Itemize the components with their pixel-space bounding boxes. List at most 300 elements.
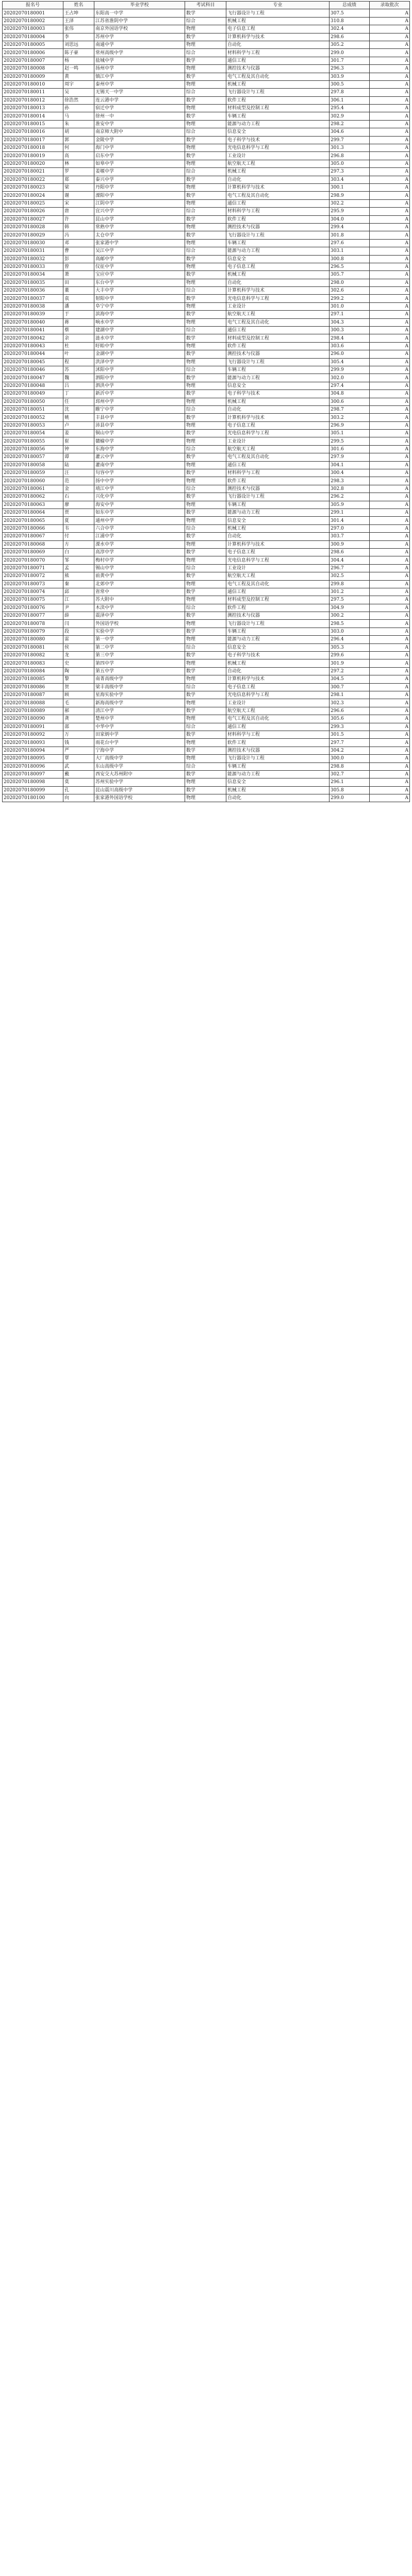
- cell-exam-id: 20202070180097: [3, 770, 63, 778]
- cell-name: 周宇: [63, 80, 94, 88]
- cell-name: 雷: [63, 636, 94, 643]
- cell-exam-id: 20202070180052: [3, 414, 63, 421]
- cell-school: 锡山中学: [94, 564, 185, 572]
- cell-subject: 物理: [185, 105, 226, 112]
- cell-batch: A: [370, 556, 410, 564]
- table-row: [3, 667, 410, 675]
- cell-major: 车辆工程: [226, 628, 329, 635]
- cell-name: 余: [63, 334, 94, 342]
- cell-subject: 数学: [185, 255, 226, 263]
- cell-name: 戴: [63, 770, 94, 778]
- cell-school: 第二中学: [94, 643, 185, 651]
- header-school: 毕业学校: [94, 2, 185, 9]
- cell-major: 光电信息科学与工程: [226, 295, 329, 302]
- cell-major: 电气工程及其自动化: [226, 453, 329, 461]
- table-row: [3, 517, 410, 524]
- cell-major: 电子信息工程: [226, 25, 329, 33]
- cell-name: 汪: [63, 469, 94, 477]
- cell-exam-id: 20202070180029: [3, 231, 63, 239]
- cell-exam-id: 20202070180061: [3, 485, 63, 493]
- cell-major: 材料成型及控制工程: [226, 334, 329, 342]
- cell-batch: A: [370, 342, 410, 350]
- cell-name: 陈子豪: [63, 49, 94, 57]
- cell-school: 射阳中学: [94, 295, 185, 302]
- cell-name: 梁: [63, 183, 94, 191]
- cell-score: 299.4: [329, 223, 370, 231]
- table-row: [3, 120, 410, 128]
- cell-school: 宿迁中学: [94, 105, 185, 112]
- cell-batch: A: [370, 271, 410, 279]
- cell-score: 305.0: [329, 160, 370, 167]
- cell-score: 300.4: [329, 469, 370, 477]
- cell-school: 泰州中学: [94, 80, 185, 88]
- cell-subject: 数学: [185, 350, 226, 358]
- table-row: [3, 485, 410, 493]
- cell-score: 297.7: [329, 739, 370, 747]
- cell-subject: 综合: [185, 17, 226, 25]
- table-row: [3, 33, 410, 41]
- cell-major: 软件工程: [226, 477, 329, 485]
- table-row: [3, 652, 410, 659]
- cell-school: 兴化中学: [94, 493, 185, 501]
- cell-school: 东阳高一中学: [94, 9, 185, 17]
- cell-name: 谭: [63, 453, 94, 461]
- cell-major: 软件工程: [226, 96, 329, 104]
- cell-major: 自动化: [226, 279, 329, 286]
- cell-major: 信息安全: [226, 778, 329, 786]
- cell-name: 夏: [63, 517, 94, 524]
- cell-major: 电气工程及其自动化: [226, 580, 329, 588]
- table-row: [3, 160, 410, 167]
- table-row: [3, 144, 410, 152]
- cell-batch: A: [370, 683, 410, 691]
- cell-school: 邳州中学: [94, 398, 185, 405]
- cell-school: 江浦中学: [94, 533, 185, 540]
- cell-school: 西安交大苏州附中: [94, 770, 185, 778]
- table-row: [3, 604, 410, 612]
- cell-subject: 物理: [185, 739, 226, 747]
- table-row: [3, 105, 410, 112]
- cell-batch: A: [370, 517, 410, 524]
- cell-subject: 物理: [185, 461, 226, 469]
- cell-name: 贺: [63, 683, 94, 691]
- cell-school: 苏州实验中学: [94, 778, 185, 786]
- table-row: [3, 564, 410, 572]
- cell-subject: 物理: [185, 223, 226, 231]
- cell-exam-id: 20202070180088: [3, 699, 63, 707]
- cell-major: 机械工程: [226, 786, 329, 794]
- cell-school: 洪泽中学: [94, 358, 185, 366]
- cell-school: 赣榆中学: [94, 437, 185, 445]
- cell-subject: 数学: [185, 176, 226, 183]
- cell-name: 林: [63, 160, 94, 167]
- cell-batch: A: [370, 739, 410, 747]
- cell-exam-id: 20202070180078: [3, 620, 63, 628]
- cell-batch: A: [370, 183, 410, 191]
- cell-name: 谢: [63, 192, 94, 199]
- cell-score: 297.2: [329, 667, 370, 675]
- cell-subject: 综合: [185, 89, 226, 96]
- cell-subject: 数学: [185, 652, 226, 659]
- cell-exam-id: 20202070180015: [3, 120, 63, 128]
- cell-exam-id: 20202070180053: [3, 421, 63, 429]
- cell-subject: 综合: [185, 643, 226, 651]
- cell-subject: 物理: [185, 421, 226, 429]
- cell-major: 材料科学与工程: [226, 49, 329, 57]
- cell-school: 铜山中学: [94, 430, 185, 437]
- cell-name: 方: [63, 540, 94, 548]
- cell-score: 304.6: [329, 128, 370, 136]
- cell-major: 航空航天工程: [226, 445, 329, 453]
- cell-subject: 物理: [185, 120, 226, 128]
- cell-exam-id: 20202070180009: [3, 73, 63, 80]
- cell-score: 296.3: [329, 65, 370, 73]
- cell-major: 电子信息工程: [226, 683, 329, 691]
- cell-name: 覃: [63, 755, 94, 762]
- cell-name: 钱: [63, 739, 94, 747]
- cell-score: 303.4: [329, 176, 370, 183]
- cell-school: 外国语学校: [94, 620, 185, 628]
- cell-exam-id: 20202070180046: [3, 366, 63, 374]
- cell-exam-id: 20202070180017: [3, 136, 63, 144]
- cell-batch: A: [370, 334, 410, 342]
- cell-batch: A: [370, 477, 410, 485]
- cell-name: 宋: [63, 199, 94, 207]
- cell-batch: A: [370, 41, 410, 48]
- cell-batch: A: [370, 588, 410, 596]
- cell-score: 302.6: [329, 287, 370, 295]
- cell-exam-id: 20202070180062: [3, 493, 63, 501]
- cell-school: 丹阳中学: [94, 183, 185, 191]
- cell-name: 钟: [63, 445, 94, 453]
- cell-name: 贾: [63, 509, 94, 517]
- cell-batch: A: [370, 302, 410, 310]
- cell-school: 清江中学: [94, 707, 185, 715]
- cell-school: 滨海中学: [94, 311, 185, 318]
- cell-batch: A: [370, 144, 410, 152]
- cell-batch: A: [370, 414, 410, 421]
- cell-school: 连云港中学: [94, 96, 185, 104]
- cell-score: 296.6: [329, 707, 370, 715]
- cell-school: 镇江中学: [94, 73, 185, 80]
- cell-score: 298.8: [329, 762, 370, 770]
- cell-name: 付: [63, 533, 94, 540]
- cell-exam-id: 20202070180089: [3, 707, 63, 715]
- table-row: [3, 247, 410, 255]
- cell-major: 自动化: [226, 41, 329, 48]
- cell-school: 睢宁中学: [94, 405, 185, 413]
- cell-score: 302.3: [329, 699, 370, 707]
- cell-exam-id: 20202070180057: [3, 453, 63, 461]
- table-row: [3, 80, 410, 88]
- cell-subject: 数学: [185, 430, 226, 437]
- cell-subject: 物理: [185, 25, 226, 33]
- cell-exam-id: 20202070180075: [3, 596, 63, 604]
- cell-score: 304.9: [329, 604, 370, 612]
- cell-name: 龚: [63, 715, 94, 723]
- cell-school: 梅村中学: [94, 556, 185, 564]
- cell-major: 机械工程: [226, 271, 329, 279]
- cell-score: 305.7: [329, 271, 370, 279]
- cell-major: 车辆工程: [226, 501, 329, 509]
- cell-exam-id: 20202070180092: [3, 731, 63, 738]
- cell-batch: A: [370, 215, 410, 223]
- cell-major: 能源与动力工程: [226, 770, 329, 778]
- cell-school: 实验中学: [94, 628, 185, 635]
- cell-exam-id: 20202070180068: [3, 540, 63, 548]
- table-row: [3, 691, 410, 699]
- cell-batch: A: [370, 667, 410, 675]
- cell-name: 范: [63, 477, 94, 485]
- cell-score: 300.2: [329, 612, 370, 620]
- cell-subject: 物理: [185, 358, 226, 366]
- cell-exam-id: 20202070180008: [3, 65, 63, 73]
- cell-name: 严: [63, 747, 94, 754]
- cell-major: 电子科学与技术: [226, 136, 329, 144]
- cell-major: 软件工程: [226, 604, 329, 612]
- cell-major: 测控技术与仪器: [226, 485, 329, 493]
- cell-score: 305.2: [329, 41, 370, 48]
- cell-exam-id: 20202070180043: [3, 342, 63, 350]
- cell-batch: A: [370, 636, 410, 643]
- table-row: [3, 477, 410, 485]
- cell-name: 邱: [63, 588, 94, 596]
- cell-exam-id: 20202070180081: [3, 643, 63, 651]
- cell-batch: A: [370, 73, 410, 80]
- cell-batch: A: [370, 247, 410, 255]
- header-major: 专业: [226, 2, 329, 9]
- cell-batch: A: [370, 263, 410, 270]
- cell-score: 306.1: [329, 96, 370, 104]
- cell-score: 303.6: [329, 342, 370, 350]
- cell-exam-id: 20202070180011: [3, 89, 63, 96]
- header-exam-id: 报名号: [3, 2, 63, 9]
- cell-exam-id: 20202070180039: [3, 311, 63, 318]
- cell-subject: 综合: [185, 405, 226, 413]
- cell-score: 297.9: [329, 453, 370, 461]
- table-row: [3, 327, 410, 334]
- cell-batch: A: [370, 405, 410, 413]
- cell-name: 程: [63, 358, 94, 366]
- cell-exam-id: 20202070180006: [3, 49, 63, 57]
- cell-major: 能源与动力工程: [226, 636, 329, 643]
- cell-name: 石: [63, 493, 94, 501]
- cell-subject: 物理: [185, 437, 226, 445]
- cell-school: 第五中学: [94, 667, 185, 675]
- cell-batch: A: [370, 493, 410, 501]
- cell-school: 南京外国语学校: [94, 25, 185, 33]
- cell-name: 孟: [63, 564, 94, 572]
- cell-school: 昆山中学: [94, 215, 185, 223]
- cell-major: 材料成型及控制工程: [226, 596, 329, 604]
- cell-batch: A: [370, 596, 410, 604]
- cell-school: 新沂中学: [94, 390, 185, 398]
- cell-exam-id: 20202070180091: [3, 723, 63, 731]
- cell-batch: A: [370, 430, 410, 437]
- cell-batch: A: [370, 659, 410, 667]
- cell-school: 第三中学: [94, 652, 185, 659]
- cell-batch: A: [370, 239, 410, 247]
- cell-school: 如东中学: [94, 509, 185, 517]
- cell-batch: A: [370, 89, 410, 96]
- cell-school: 高邮中学: [94, 255, 185, 263]
- cell-major: 光电信息科学与工程: [226, 556, 329, 564]
- table-row: [3, 287, 410, 295]
- cell-batch: A: [370, 762, 410, 770]
- cell-exam-id: 20202070180050: [3, 398, 63, 405]
- cell-exam-id: 20202070180083: [3, 659, 63, 667]
- cell-subject: 数学: [185, 731, 226, 738]
- cell-major: 计算机科学与技术: [226, 540, 329, 548]
- cell-exam-id: 20202070180045: [3, 358, 63, 366]
- cell-score: 298.7: [329, 405, 370, 413]
- cell-school: 灌南中学: [94, 461, 185, 469]
- cell-school: 东台中学: [94, 279, 185, 286]
- cell-name: 崔: [63, 437, 94, 445]
- header-name: 姓名: [63, 2, 94, 9]
- cell-score: 302.8: [329, 485, 370, 493]
- cell-name: 段: [63, 628, 94, 635]
- cell-school: 涟水中学: [94, 334, 185, 342]
- cell-major: 机械工程: [226, 80, 329, 88]
- cell-subject: 数学: [185, 747, 226, 754]
- table-row: [3, 461, 410, 469]
- cell-batch: A: [370, 9, 410, 17]
- cell-subject: 数学: [185, 152, 226, 160]
- cell-school: 木渎中学: [94, 604, 185, 612]
- cell-exam-id: 20202070180034: [3, 271, 63, 279]
- cell-batch: A: [370, 327, 410, 334]
- cell-score: 300.3: [329, 327, 370, 334]
- cell-subject: 数学: [185, 770, 226, 778]
- cell-name: 吴: [63, 89, 94, 96]
- cell-name: 黄: [63, 73, 94, 80]
- cell-exam-id: 20202070180073: [3, 580, 63, 588]
- cell-school: 姜堰中学: [94, 168, 185, 176]
- cell-exam-id: 20202070180003: [3, 25, 63, 33]
- cell-score: 300.0: [329, 755, 370, 762]
- cell-exam-id: 20202070180064: [3, 509, 63, 517]
- cell-exam-id: 20202070180047: [3, 374, 63, 382]
- cell-school: 中华中学: [94, 723, 185, 731]
- cell-score: 297.4: [329, 382, 370, 389]
- cell-score: 305.9: [329, 501, 370, 509]
- cell-subject: 综合: [185, 247, 226, 255]
- cell-batch: A: [370, 509, 410, 517]
- table-row: [3, 572, 410, 580]
- cell-subject: 综合: [185, 366, 226, 374]
- cell-batch: A: [370, 723, 410, 731]
- table-row: [3, 493, 410, 501]
- cell-school: 溧水中学: [94, 540, 185, 548]
- cell-score: 300.5: [329, 80, 370, 88]
- cell-score: 301.3: [329, 144, 370, 152]
- table-row: [3, 176, 410, 183]
- cell-subject: 物理: [185, 596, 226, 604]
- cell-school: 淮安中学: [94, 120, 185, 128]
- cell-batch: A: [370, 374, 410, 382]
- cell-subject: 综合: [185, 445, 226, 453]
- cell-subject: 数学: [185, 374, 226, 382]
- cell-name: 潘: [63, 302, 94, 310]
- cell-major: 自动化: [226, 533, 329, 540]
- cell-major: 信息安全: [226, 382, 329, 389]
- cell-exam-id: 20202070180044: [3, 350, 63, 358]
- cell-major: 测控技术与仪器: [226, 747, 329, 754]
- table-row: [3, 628, 410, 635]
- cell-batch: A: [370, 366, 410, 374]
- cell-name: 史: [63, 659, 94, 667]
- cell-subject: 物理: [185, 699, 226, 707]
- cell-subject: 综合: [185, 327, 226, 334]
- cell-name: 杨: [63, 57, 94, 64]
- cell-score: 298.5: [329, 620, 370, 628]
- cell-school: 常州高级中学: [94, 49, 185, 57]
- table-row: [3, 342, 410, 350]
- cell-subject: 数学: [185, 215, 226, 223]
- cell-batch: A: [370, 691, 410, 699]
- cell-school: 宜兴中学: [94, 208, 185, 215]
- cell-score: 298.4: [329, 334, 370, 342]
- cell-score: 296.8: [329, 152, 370, 160]
- cell-batch: A: [370, 524, 410, 532]
- table-row: [3, 421, 410, 429]
- cell-school: 溧阳中学: [94, 192, 185, 199]
- table-row: [3, 675, 410, 683]
- cell-school: 靖江中学: [94, 485, 185, 493]
- cell-batch: A: [370, 208, 410, 215]
- cell-major: 飞行器设计与工程: [226, 620, 329, 628]
- cell-school: 沛县中学: [94, 421, 185, 429]
- cell-name: 曹: [63, 247, 94, 255]
- cell-score: 300.6: [329, 398, 370, 405]
- cell-major: 计算机科学与技术: [226, 183, 329, 191]
- cell-exam-id: 20202070180066: [3, 524, 63, 532]
- cell-school: 海门中学: [94, 144, 185, 152]
- cell-major: 软件工程: [226, 739, 329, 747]
- cell-score: 299.1: [329, 509, 370, 517]
- cell-score: 305.4: [329, 358, 370, 366]
- table-row: [3, 524, 410, 532]
- cell-name: 廖: [63, 501, 94, 509]
- table-row: [3, 612, 410, 620]
- cell-subject: 综合: [185, 524, 226, 532]
- cell-school: 建湖中学: [94, 327, 185, 334]
- cell-exam-id: 20202070180004: [3, 33, 63, 41]
- cell-name: 丁: [63, 390, 94, 398]
- cell-major: 测控技术与仪器: [226, 223, 329, 231]
- cell-subject: 数学: [185, 493, 226, 501]
- table-row: [3, 49, 410, 57]
- cell-subject: 综合: [185, 723, 226, 731]
- cell-score: 298.1: [329, 691, 370, 699]
- cell-major: 机械工程: [226, 524, 329, 532]
- cell-subject: 物理: [185, 160, 226, 167]
- cell-subject: 数学: [185, 57, 226, 64]
- cell-exam-id: 20202070180035: [3, 279, 63, 286]
- cell-subject: 物理: [185, 715, 226, 723]
- cell-score: 305.3: [329, 643, 370, 651]
- cell-subject: 数学: [185, 73, 226, 80]
- cell-batch: A: [370, 152, 410, 160]
- cell-batch: A: [370, 192, 410, 199]
- cell-score: 300.1: [329, 183, 370, 191]
- cell-subject: 数学: [185, 588, 226, 596]
- cell-batch: A: [370, 57, 410, 64]
- cell-name: 罗: [63, 168, 94, 176]
- cell-subject: 物理: [185, 65, 226, 73]
- table-row: [3, 405, 410, 413]
